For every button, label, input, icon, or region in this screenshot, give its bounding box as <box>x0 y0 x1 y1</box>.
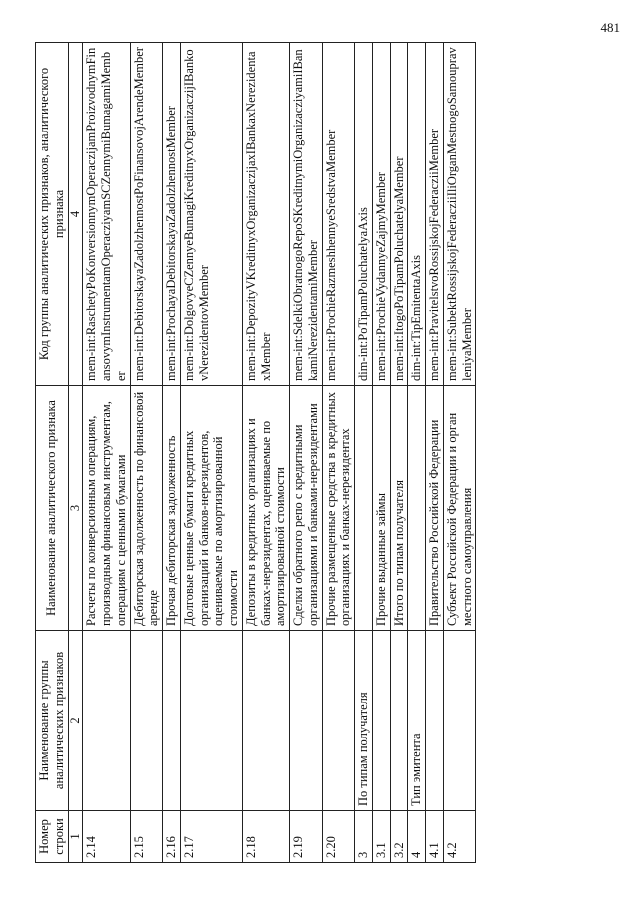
row-attribute-name: Прочая дебиторская задолженность <box>163 385 181 630</box>
row-attribute-name: Долговые ценные бумаги кредитных организаций и банков-нерезидентов, оцениваемые по амортизированной стоимости <box>180 385 242 630</box>
column-number: 2 <box>68 630 83 810</box>
row-code: mem-int:SubektRossijskojFederacziiIliOrganMestnogoSamoupravleniyaMember <box>443 42 476 385</box>
row-attribute-name: Субъект Российской Федерации и орган местного самоуправления <box>443 385 476 630</box>
row-attribute-name: Правительство Российской Федерации <box>426 385 444 630</box>
row-group <box>443 630 476 810</box>
table-row <box>372 42 390 862</box>
row-group <box>426 630 444 810</box>
row-attribute-name: Расчеты по конверсионным операциям, производным финансовым инструментам, операциям с ценными бумагами <box>83 385 130 630</box>
row-group <box>372 630 390 810</box>
row-attribute-name: Итого по типам получателя <box>390 385 408 630</box>
row-group <box>322 630 355 810</box>
column-number-row <box>68 42 83 862</box>
table-row <box>290 42 323 862</box>
row-number: 4 <box>408 810 426 862</box>
table-row <box>163 42 181 862</box>
row-number: 2.16 <box>163 810 181 862</box>
table-row <box>180 42 242 862</box>
row-number: 4.2 <box>443 810 476 862</box>
row-group <box>83 630 130 810</box>
column-number: 1 <box>68 810 83 862</box>
row-group <box>180 630 242 810</box>
page-number: 481 <box>600 20 620 35</box>
table-row <box>322 42 355 862</box>
row-code: mem-int:SdelkiObratnogoRepoSKreditnymiOrganizacziyamiIBankamiNerezidentamiMember <box>290 42 323 385</box>
row-number: 2.18 <box>242 810 289 862</box>
header-line-number: Номер строки <box>36 810 69 862</box>
row-number: 3.1 <box>372 810 390 862</box>
row-attribute-name <box>408 385 426 630</box>
table-row <box>426 42 444 862</box>
row-group: Тип эмитента <box>408 630 426 810</box>
row-group: По типам получателя <box>355 630 373 810</box>
row-code: mem-int:ProchieRazmeshhennyeSredstvaMember <box>322 42 355 385</box>
row-code: mem-int:PravitelstvoRossijskojFederacziiMember <box>426 42 444 385</box>
row-code: mem-int:RaschetyPoKonversionnymOperaczijamProizvodnymFinansovymInstrumentamOperacziyamSCZennymiBumagamiMember <box>83 42 130 385</box>
row-code: mem-int:ProchayaDebitorskayaZadolzhennostMember <box>163 42 181 385</box>
row-code: dim-int:TipEmitentaAxis <box>408 42 426 385</box>
row-group <box>290 630 323 810</box>
attributes-table <box>35 42 476 863</box>
row-group <box>242 630 289 810</box>
header-group-name: Наименование группы аналитических признаков <box>36 630 69 810</box>
column-number: 3 <box>68 385 83 630</box>
row-attribute-name: Прочие выданные займы <box>372 385 390 630</box>
row-number: 2.14 <box>83 810 130 862</box>
column-number: 4 <box>68 42 83 385</box>
table-row <box>130 42 163 862</box>
row-number: 2.17 <box>180 810 242 862</box>
row-attribute-name <box>355 385 373 630</box>
row-code: mem-int:DebitorskayaZadolzhennostPoFinansovojArendeMember <box>130 42 163 385</box>
row-number: 3 <box>355 810 373 862</box>
rotated-table-container <box>35 43 605 863</box>
row-code: dim-int:PoTipamPoluchatelyaAxis <box>355 42 373 385</box>
row-code: mem-int:ProchieVydannyeZajmyMember <box>372 42 390 385</box>
row-number: 2.20 <box>322 810 355 862</box>
table-row <box>355 42 373 862</box>
row-group <box>163 630 181 810</box>
header-code: Код группы аналитических признаков, аналитического признака <box>36 42 69 385</box>
row-code: mem-int:DepozityVKreditnyxOrganizaczijaxIBankaxNerezidentaxMember <box>242 42 289 385</box>
table-row <box>242 42 289 862</box>
row-attribute-name: Дебиторская задолженность по финансовой аренде <box>130 385 163 630</box>
row-number: 4.1 <box>426 810 444 862</box>
row-number: 3.2 <box>390 810 408 862</box>
table-row <box>83 42 130 862</box>
row-attribute-name: Прочие размещенные средства в кредитных организациях и банках-нерезидентах <box>322 385 355 630</box>
row-attribute-name: Депозиты в кредитных организациях и банках-нерезидентах, оцениваемые по амортизированной стоимости <box>242 385 289 630</box>
row-group <box>390 630 408 810</box>
row-attribute-name: Сделки обратного репо с кредитными организациями и банками-нерезидентами <box>290 385 323 630</box>
row-code: mem-int:DolgovyeCZennyeBumagiKreditnyxOrganizaczijIBankovNerezidentovMember <box>180 42 242 385</box>
row-number: 2.19 <box>290 810 323 862</box>
row-group <box>130 630 163 810</box>
table-row <box>390 42 408 862</box>
table-row <box>443 42 476 862</box>
header-attribute-name: Наименование аналитического признака <box>36 385 69 630</box>
table-row <box>408 42 426 862</box>
table-header-row <box>36 42 69 862</box>
row-code: mem-int:ItogoPoTipamPoluchatelyaMember <box>390 42 408 385</box>
row-number: 2.15 <box>130 810 163 862</box>
